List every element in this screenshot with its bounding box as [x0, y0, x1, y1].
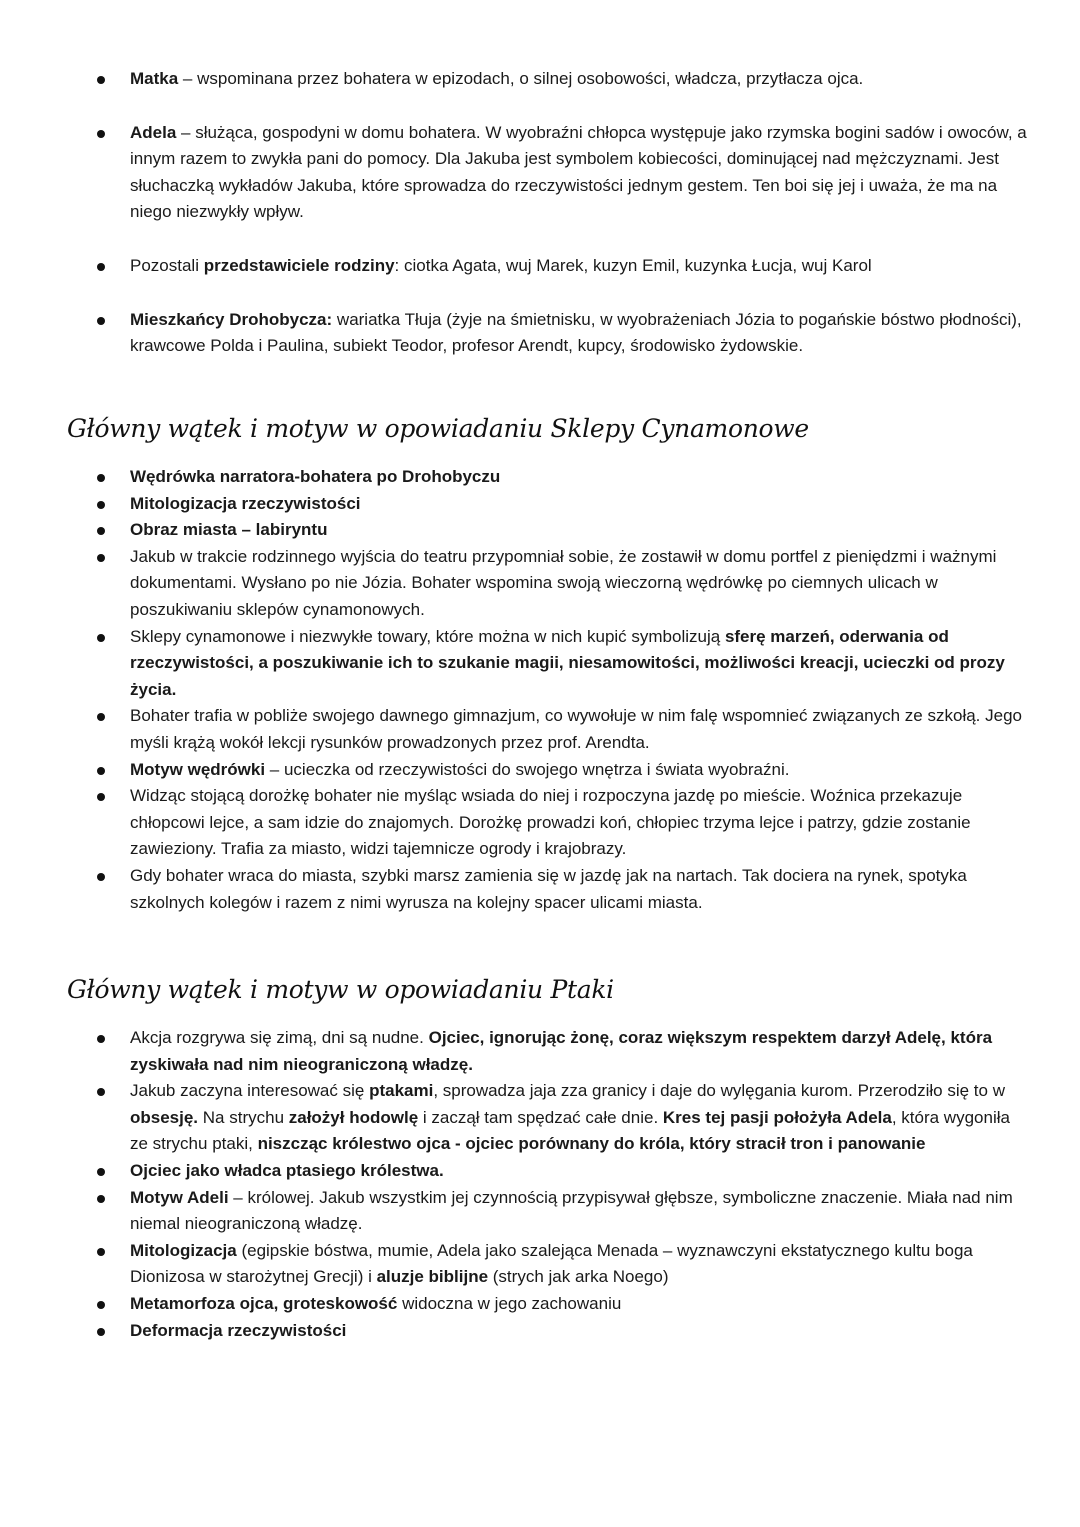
text: Jakub zaczyna interesować się [130, 1081, 370, 1101]
bold-text: Ojciec, ignorując żonę, coraz większym respektem darzył Adelę, która zyskiwała nad nim nieograniczoną władzę. [130, 1028, 993, 1074]
list-item [0, 1025, 1080, 1078]
bold-text: aluzje biblijne [376, 1267, 489, 1287]
bold-text: ptakami [369, 1081, 434, 1101]
bullet-icon [97, 634, 105, 642]
heading-birds: Główny wątek i motyw w opowiadaniu Ptaki [67, 975, 614, 1004]
characters-section [0, 66, 1080, 387]
list-item [0, 120, 1080, 226]
bullet-icon [97, 554, 105, 562]
list-item [0, 1238, 1080, 1291]
list-item [0, 757, 1080, 784]
text: Gdy bohater wraca do miasta, szybki marsz zamienia się w jazdę jak na nartach. Tak dociera na rynek, spotyka szkolnych kolegów i razem z nimi wyrusza na kolejny spacer ulicami miasta. [130, 865, 967, 912]
cinnamon-shops-list [0, 464, 1080, 916]
bold-text: Wędrówka narratora-bohatera po Drohobyczu [130, 467, 501, 486]
bullet-icon [97, 1328, 105, 1336]
bold-text: obsesję. [130, 1107, 199, 1127]
bold-text: Motyw Adeli [130, 1187, 229, 1207]
list-item [0, 624, 1080, 704]
text: (egipskie bóstwa, mumie, Adela jako szalejąca Menada – wyznawczyni ekstatycznego kultu boga Dionizosa w starożytnej Grecji) i [130, 1240, 973, 1287]
bold-text: Mieszkańcy Drohobycza: [130, 309, 333, 329]
bold-text: Mitologizacja rzeczywistości [130, 493, 361, 513]
bold-text: Kres tej pasji położyła Adela [662, 1107, 892, 1127]
bold-text: Mitologizacja [130, 1240, 237, 1260]
bullet-icon [97, 527, 105, 535]
text: – wspominana przez bohatera w epizodach, o silnej osobowości, władcza, przytłacza ojca. [178, 69, 864, 88]
text: i zaczął tam spędzać całe dnie. [418, 1107, 663, 1127]
text: Na strychu [198, 1107, 289, 1127]
list-item [0, 1158, 1080, 1185]
bullet-icon [97, 1248, 105, 1256]
bullet-icon [97, 130, 105, 138]
bold-text: Matka [130, 69, 179, 88]
bullet-icon [97, 317, 105, 325]
bullet-icon [97, 263, 105, 271]
list-item [0, 517, 1080, 544]
bold-text: Adela [130, 122, 177, 142]
bold-text: przedstawiciele rodziny [203, 255, 395, 275]
text: – służąca, gospodyni w domu bohatera. W wyobraźni chłopca występuje jako rzymska bogini sadów i owoców, a innym razem to zwykła pani do pomocy. Dla Jakuba jest symbolem kobiecości, dominującej nad mężczyznami. Jest słuchaczką wykładów Jakuba, które sprowadza do rzeczywistości jednym gestem. Ten boi się jej i uważa, że ma na niego niezwykły wpływ. [130, 122, 1027, 222]
list-item [0, 544, 1080, 624]
bold-text: Metamorfoza ojca, groteskowość [130, 1293, 398, 1313]
bold-text: niszcząc królestwo ojca - ojciec porównany do króla, który stracił tron i panowanie [257, 1134, 926, 1154]
bullet-icon [97, 873, 105, 881]
bullet-icon [97, 793, 105, 801]
list-item [0, 783, 1080, 863]
text: – ucieczka od rzeczywistości do swojego wnętrza i świata wyobraźni. [265, 759, 790, 779]
bullet-icon [97, 76, 105, 84]
text: : ciotka Agata, wuj Marek, kuzyn Emil, kuzynka Łucja, wuj Karol [394, 255, 872, 275]
list-item [0, 491, 1080, 518]
list-item [0, 66, 1080, 93]
list-item [0, 1291, 1080, 1318]
text: Akcja rozgrywa się zimą, dni są nudne. [130, 1028, 429, 1047]
bullet-icon [97, 501, 105, 509]
list-item [0, 253, 1080, 280]
birds-list [0, 1025, 1080, 1344]
bold-text: Ojciec jako władca ptasiego królestwa. [130, 1160, 444, 1180]
list-item [0, 863, 1080, 916]
text: – królowej. Jakub wszystkim jej czynnością przypisywał głębsze, symboliczne znaczenie. Miała nad nim niemal nieograniczoną władzę. [130, 1187, 1013, 1234]
bullet-icon [97, 713, 105, 721]
list-item [0, 1185, 1080, 1238]
list-item [0, 464, 1080, 491]
text: (strych jak arka Noego) [488, 1267, 669, 1287]
bullet-icon [97, 767, 105, 775]
text: , która wygoniła ze strychu ptaki, [130, 1107, 1010, 1154]
text: Sklepy cynamonowe i niezwykłe towary, które można w nich kupić symbolizują [130, 626, 725, 646]
list-item [0, 1318, 1080, 1345]
bullet-icon [97, 1168, 105, 1176]
bold-text: Deformacja rzeczywistości [130, 1320, 347, 1340]
text: , sprowadza jaja zza granicy i daje do wylęgania kurom. Przerodziło się to w [433, 1081, 1005, 1101]
birds-section [0, 1025, 1080, 1344]
bold-text: Obraz miasta – labiryntu [130, 520, 328, 540]
heading-cinnamon-shops: Główny wątek i motyw w opowiadaniu Sklepy Cynamonowe [67, 414, 809, 443]
cinnamon-shops-section [0, 464, 1080, 916]
bold-text: Motyw wędrówki [130, 759, 266, 779]
bullet-icon [97, 1035, 105, 1043]
list-item [0, 1078, 1080, 1158]
text: widoczna w jego zachowaniu [397, 1293, 622, 1313]
bullet-icon [97, 1195, 105, 1203]
bullet-icon [97, 1088, 105, 1096]
list-item [0, 703, 1080, 756]
list-item [0, 307, 1080, 360]
text: Widząc stojącą dorożkę bohater nie myśląc wsiada do niej i rozpoczyna jazdę po mieście. Woźnica przekazuje chłopcowi lejce, a sam idzie do znajomych. Dorożkę prowadzi koń, chłopiec trzyma lejce i patrzy, gdzie zostanie zawieziony. Trafia za miasto, widzi tajemnicze ogrody i krajobrazy. [130, 786, 971, 859]
characters-list [0, 66, 1080, 360]
text: Pozostali [130, 255, 204, 275]
bullet-icon [97, 1301, 105, 1309]
text: Jakub w trakcie rodzinnego wyjścia do teatru przypomniał sobie, że zostawił w domu portfel z pieniędzmi i ważnymi dokumentami. Wysłano po nie Józia. Bohater wspomina swoją wieczorną wędrówkę po ciemnych ulicach w poszukiwaniu sklepów cynamonowych. [130, 546, 997, 619]
bold-text: założył hodowlę [288, 1107, 419, 1127]
bullet-icon [97, 474, 105, 482]
text: wariatka Tłuja (żyje na śmietnisku, w wyobrażeniach Józia to pogańskie bóstwo płodności), krawcowe Polda i Paulina, subiekt Teodor, profesor Arendt, kupcy, środowisko żydowskie. [130, 309, 1022, 356]
text: Bohater trafia w pobliże swojego dawnego gimnazjum, co wywołuje w nim falę wspomnieć związanych ze szkołą. Jego myśli krążą wokół lekcji rysunków prowadzonych przez prof. Arendta. [130, 706, 1022, 752]
bold-text: sferę marzeń, oderwania od rzeczywistości, a poszukiwanie ich to szukanie magii, niesamowitości, możliwości kreacji, ucieczki od prozy życia. [130, 626, 1005, 699]
